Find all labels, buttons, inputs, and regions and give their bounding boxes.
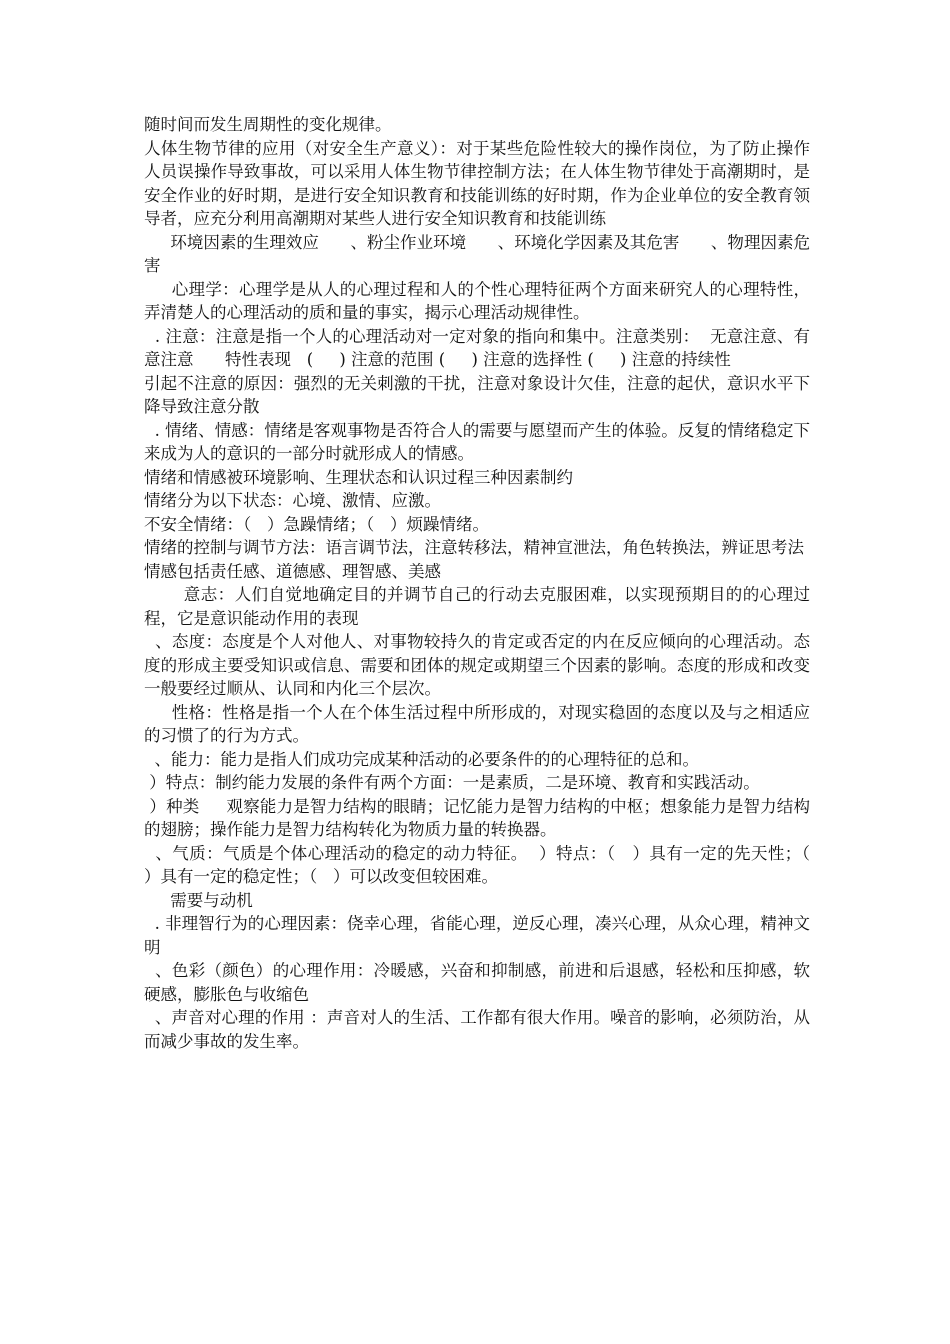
- paragraph: 情绪和情感被环境影响、生理状态和认识过程三种因素制约: [144, 467, 573, 487]
- paragraph: 随时间而发生周期性的变化规律。: [144, 115, 392, 134]
- paragraph: 、声音对心理的作用 ：声音对人的生活、工作都有很大作用。噪音的影响，必须防治，从而减少事故的发生率。: [144, 1008, 810, 1051]
- paragraph: . 非理智行为的心理因素：侥幸心理，省能心理，逆反心理，凑兴心理，从众心理，精神文明: [144, 914, 810, 957]
- paragraph: 情绪分为以下状态：心境、激情、应激。: [144, 491, 441, 510]
- paragraph: 引起不注意的原因：强烈的无关刺激的干扰，注意对象设计欠佳，注意的起伏，意识水平下降导致注意分散: [144, 373, 810, 416]
- document-body: [144, 113, 826, 1053]
- paragraph: 、色彩（颜色）的心理作用：冷暖感，兴奋和抑制感，前进和后退感，轻松和压抑感，软硬感，膨胀色与收缩色: [144, 961, 810, 1004]
- paragraph: . 情绪、情感：情绪是客观事物是否符合人的需要与愿望而产生的体验。反复的情绪稳定下来成为人的意识的一部分时就形成人的情感。: [144, 420, 810, 463]
- paragraph: ）种类 观察能力是智力结构的眼睛；记忆能力是智力结构的中枢；想象能力是智力结构的翅膀；操作能力是智力结构转化为物质力量的转换器。: [144, 796, 810, 839]
- paragraph: 需要与动机: [144, 890, 253, 910]
- paragraph: 环境因素的生理效应 、粉尘作业环境 、环境化学因素及其危害 、物理因素危害: [144, 232, 810, 275]
- paragraph: 性格：性格是指一个人在个体生活过程中所形成的，对现实稳固的态度以及与之相适应的习惯了的行为方式。: [144, 702, 810, 745]
- paragraph: 、态度：态度是个人对他人、对事物较持久的肯定或否定的内在反应倾向的心理活动。态度的形成主要受知识或信息、需要和团体的规定或期望三个因素的影响。态度的形成和改变一般要经过顺从、认同和内化三个层次。: [144, 632, 810, 698]
- paragraph: ）特点：制约能力发展的条件有两个方面：一是素质，二是环境、教育和实践活动。: [144, 773, 760, 792]
- paragraph: 人体生物节律的应用（对安全生产意义）：对于某些危险性较大的操作岗位，为了防止操作人员误操作导致事故，可以采用人体生物节律控制方法；在人体生物节律处于高潮期时，是安全作业的好时期，是进行安全知识教育和技能训练的好时期，作为企业单位的安全教育领导者，应充分利用高潮期对某些人进行安全知识教育和技能训练: [144, 138, 810, 228]
- paragraph: 意志：人们自觉地确定目的并调节自己的行动去克服困难，以实现预期目的的心理过程，它是意识能动作用的表现: [144, 585, 811, 628]
- paragraph: 心理学：心理学是从人的心理过程和人的个性心理特征两个方面来研究人的心理特性，弄清楚人的心理活动的质和量的事实，揭示心理活动规律性。: [144, 279, 810, 322]
- paragraph: 情绪的控制与调节方法：语言调节法，注意转移法，精神宣泄法，角色转换法，辨证思考法: [144, 538, 804, 557]
- paragraph: . 注意：注意是指一个人的心理活动对一定对象的指向和集中。注意类别： 无意注意、有意注意 特性表现 ( ) 注意的范围 ( ) 注意的选择性 ( ) 注意的持续性: [144, 326, 810, 369]
- paragraph: 、能力：能力是指人们成功完成某种活动的必要条件的的心理特征的总和。: [144, 749, 699, 769]
- paragraph: 、气质：气质是个体心理活动的稳定的动力特征。 ）特点：（ ）具有一定的先天性；（ ）具有一定的稳定性；（ ）可以改变但较困难。: [144, 843, 826, 886]
- paragraph: 情感包括责任感、道德感、理智感、美感: [144, 561, 441, 581]
- paragraph: 不安全情绪：（ ）急躁情绪；（ ）烦躁情绪。: [144, 514, 489, 534]
